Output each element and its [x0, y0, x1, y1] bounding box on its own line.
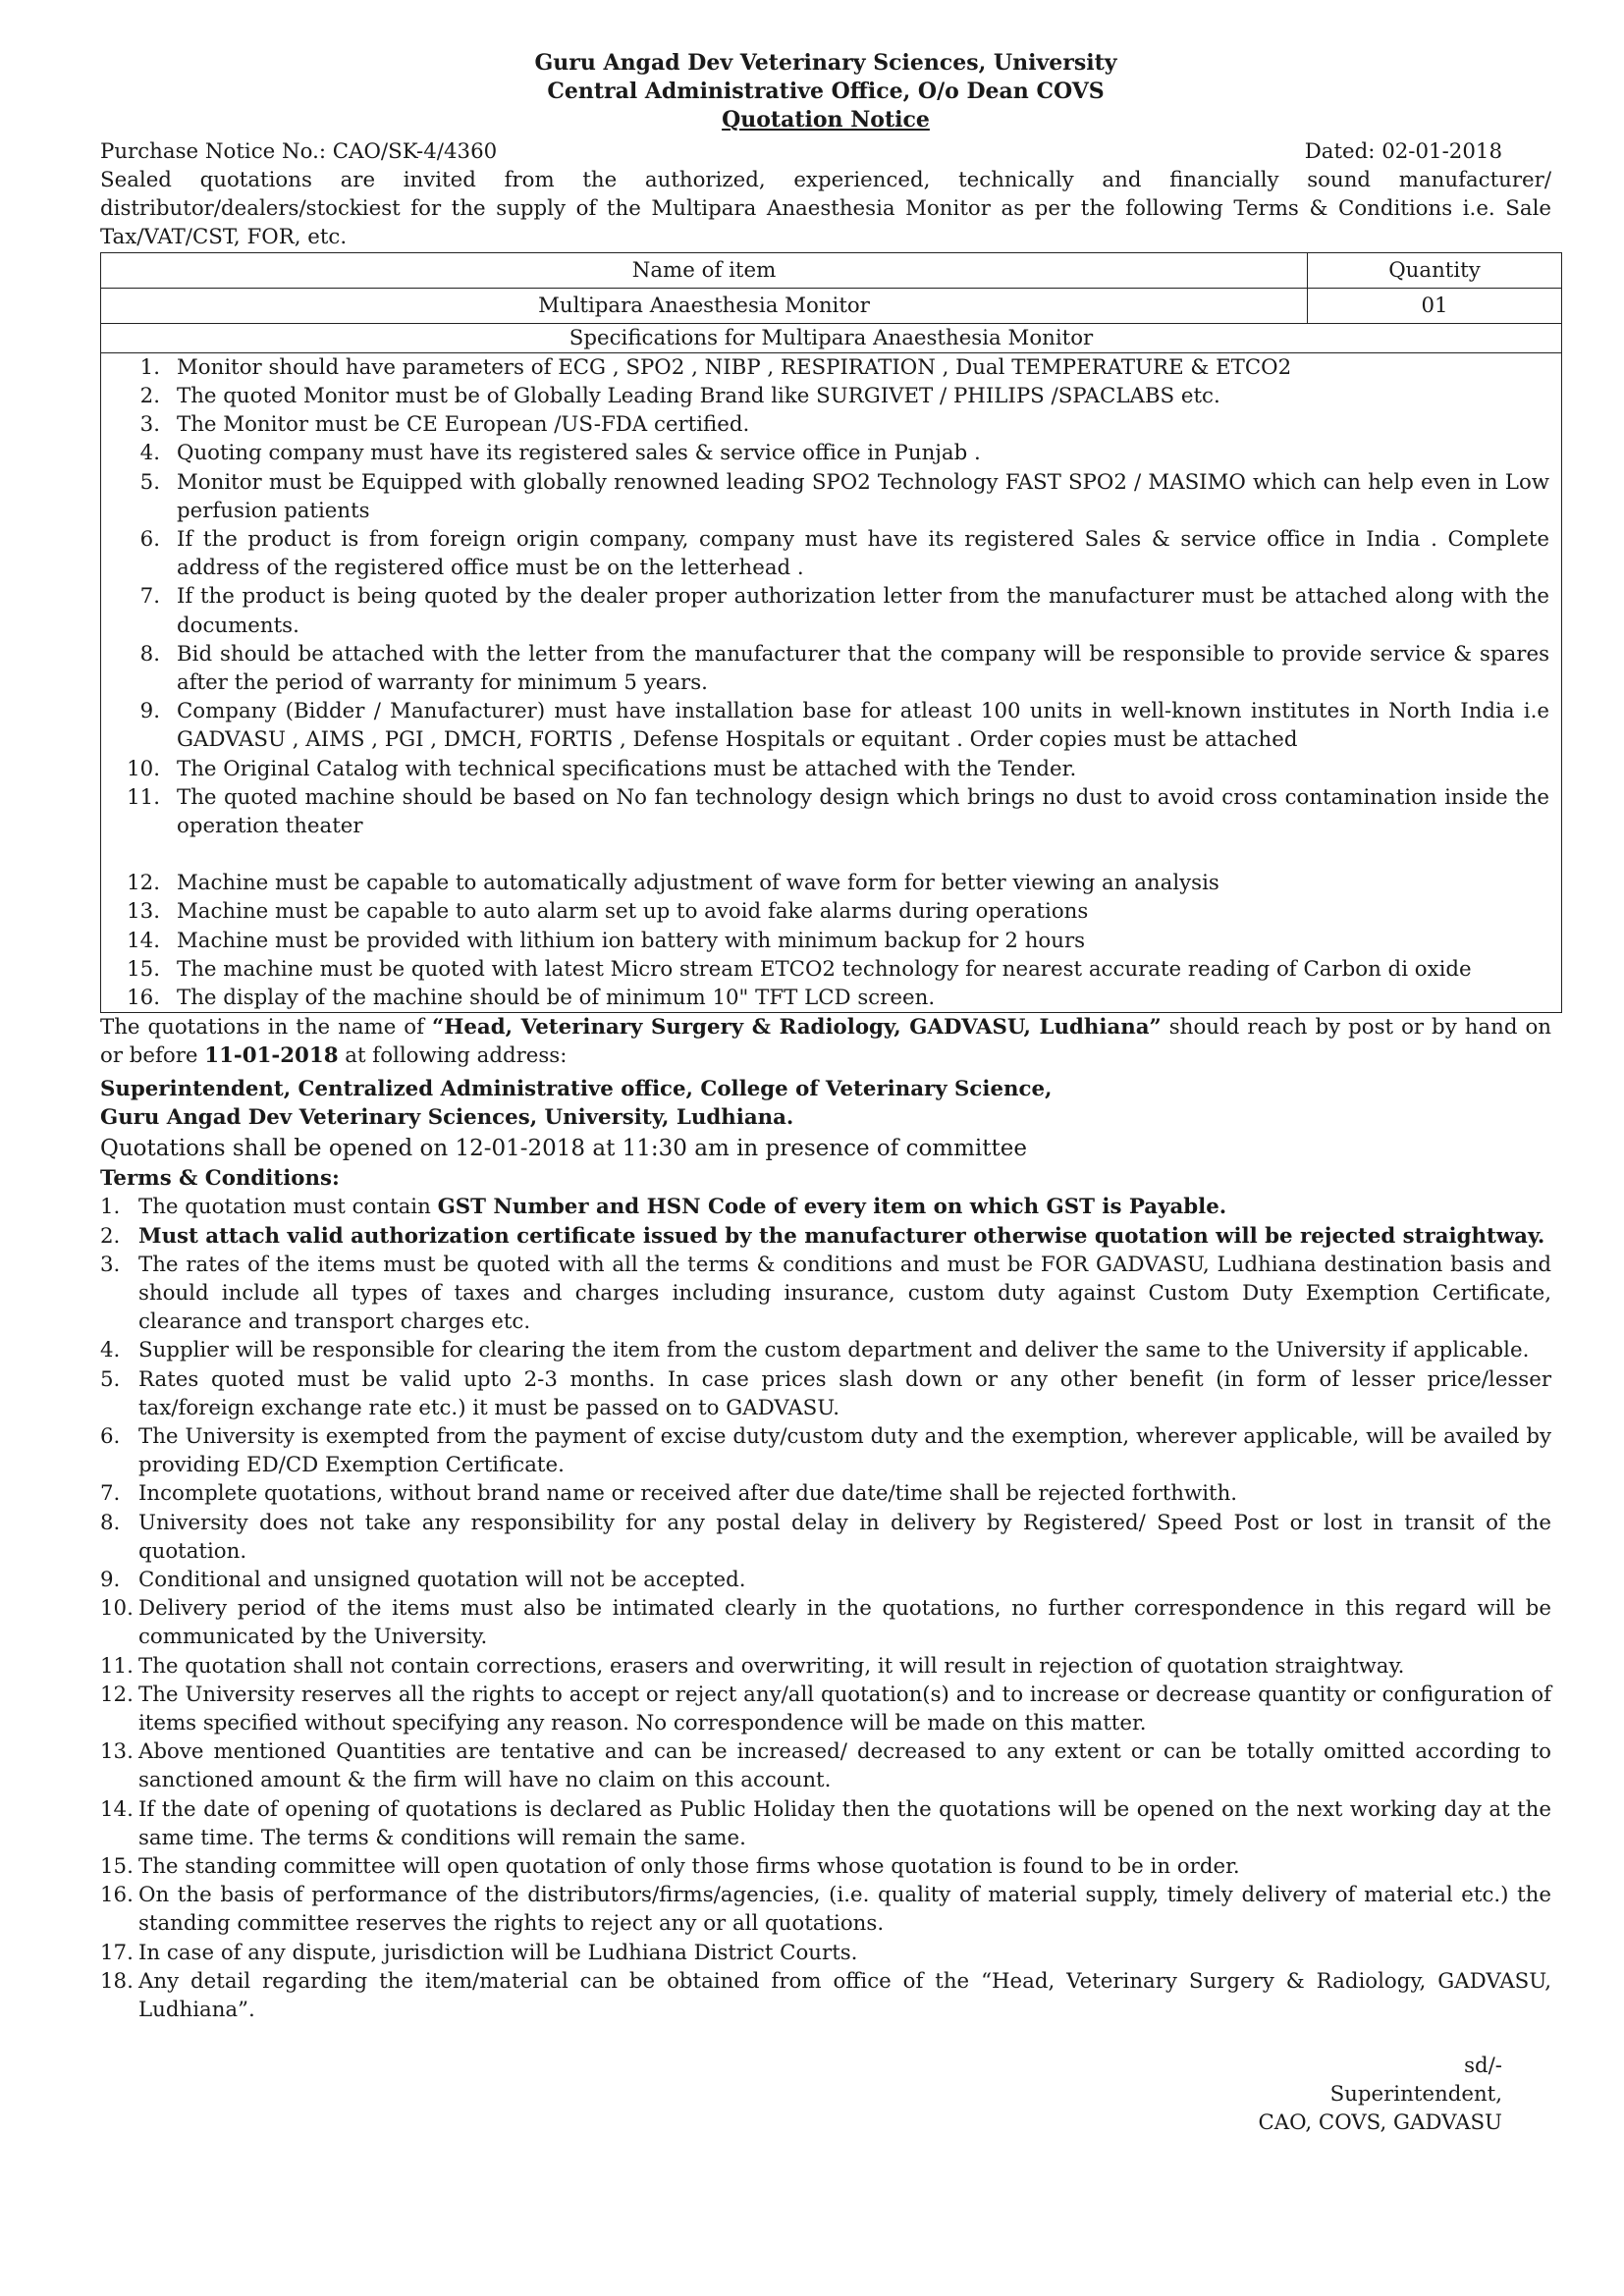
submission-text: The quotations in the name of: [100, 1015, 432, 1041]
document-header: [100, 49, 1551, 134]
term-number: 10.: [100, 1596, 134, 1622]
term-number: 9.: [100, 1567, 121, 1592]
term-text-part: If the date of opening of quotations is declared as Public Holiday then the quotations will be opened on the next working day at the same time. The terms & conditions will remain the same.: [138, 1796, 1551, 1850]
spec-item: [101, 525, 1561, 582]
spec-item: [101, 582, 1561, 639]
term-item: [100, 1222, 1551, 1251]
spec-text: Bid should be attached with the letter from the manufacturer that the company will be responsible to provide service & spares after the period of warranty for minimum 5 years.: [177, 641, 1549, 696]
spec-title-row: [101, 323, 1562, 352]
signatory-office: CAO, COVS, GADVASU: [1258, 2110, 1502, 2135]
term-number: 14.: [100, 1796, 134, 1822]
term-text: [138, 1594, 1551, 1651]
term-item: [100, 1251, 1551, 1337]
term-text-part: On the basis of performance of the distributors/firms/agencies, (i.e. quality of material supply, timely delivery of material etc.) the standing committee reserves the rights to reject any or all quotations.: [138, 1883, 1551, 1937]
term-item: [100, 1509, 1551, 1566]
address-line-1: Superintendent, Centralized Administrative office, College of Veterinary Science,: [100, 1076, 1053, 1101]
spec-item: [101, 640, 1561, 697]
term-text-part: Any detail regarding the item/material can be obtained from office of the “Head, Veterinary Surgery & Radiology, GADVASU, Ludhiana”.: [138, 1968, 1551, 2022]
spec-title: Specifications for Multipara Anaesthesia Monitor: [101, 323, 1562, 352]
term-text: [138, 1509, 1551, 1566]
spec-number: 13.: [127, 899, 160, 925]
term-item: [100, 1795, 1551, 1852]
spec-text: Monitor should have parameters of ECG , SPO2 , NIBP , RESPIRATION , Dual TEMPERATURE & ETCO2: [177, 354, 1292, 380]
term-item: [100, 1193, 1551, 1221]
term-number: 5.: [100, 1366, 121, 1392]
term-number: 7.: [100, 1481, 121, 1507]
term-item: [100, 1566, 1551, 1594]
spec-item: [101, 410, 1561, 439]
term-item: [100, 1479, 1551, 1508]
purchase-notice-number: Purchase Notice No.: CAO/SK-4/4360: [100, 139, 498, 164]
spec-number: 8.: [139, 641, 160, 667]
item-name-cell: Multipara Anaesthesia Monitor: [101, 288, 1308, 323]
term-text: [138, 1652, 1551, 1681]
spec-number: 2.: [139, 384, 160, 409]
spec-text: Machine must be capable to automatically adjustment of wave form for better viewing an analysis: [177, 871, 1219, 896]
submission-text-cont: should reach by post or by hand on or before: [100, 1015, 1551, 1069]
term-text-part: The University is exempted from the payment of excise duty/custom duty and the exemption, wherever applicable, will be availed by providing ED/CD Exemption Certificate.: [138, 1423, 1551, 1478]
term-item: [100, 1737, 1551, 1794]
specifications-box: [100, 353, 1562, 1013]
items-table-header-row: [101, 252, 1562, 288]
spec-text: The quoted Monitor must be of Globally Leading Brand like SURGIVET / PHILIPS /SPACLABS etc.: [177, 384, 1220, 409]
term-text: [138, 1222, 1551, 1251]
term-item: [100, 1365, 1551, 1422]
spec-number: 12.: [127, 871, 160, 896]
submission-deadline: 11-01-2018: [204, 1043, 339, 1069]
spec-text: Company (Bidder / Manufacturer) must have installation base for atleast 100 units in well-known institutes in North India i.e GADVASU , AIMS , PGI , DMCH, FORTIS , Defense Hospitals or equitant . Order copies must be attached: [177, 699, 1549, 753]
spec-number: 4.: [139, 441, 160, 466]
spec-number: 7.: [139, 584, 160, 610]
term-number: 6.: [100, 1423, 121, 1449]
spec-number: 1.: [139, 354, 160, 380]
term-number: 1.: [100, 1195, 121, 1220]
spec-text: The Original Catalog with technical specifications must be attached with the Tender.: [177, 756, 1077, 781]
term-text: [138, 1737, 1551, 1794]
spec-number: 6.: [139, 527, 160, 553]
term-text-part: The standing committee will open quotation of only those firms whose quotation is found to be in order.: [138, 1853, 1240, 1879]
term-number: 17.: [100, 1940, 134, 1965]
term-text-part: In case of any dispute, jurisdiction will be Ludhiana District Courts.: [138, 1940, 858, 1965]
term-number: 8.: [100, 1510, 121, 1535]
term-number: 2.: [100, 1223, 121, 1249]
address-line-2: Guru Angad Dev Veterinary Sciences, University, Ludhiana.: [100, 1104, 794, 1130]
term-text-part: The rates of the items must be quoted with all the terms & conditions and must be FOR GADVASU, Ludhiana destination basis and should include all types of taxes and charges including insurance, custom duty against Custom Duty Exemption Certificate, clearance and transport charges etc.: [138, 1252, 1551, 1335]
signature-mark: sd/-: [1464, 2054, 1502, 2078]
item-name-header: Name of item: [101, 252, 1308, 288]
spec-text: Machine must be provided with lithium ion battery with minimum backup for 2 hours: [177, 928, 1086, 953]
spec-number: 10.: [127, 756, 160, 781]
items-table: [100, 252, 1562, 353]
spec-item: [101, 353, 1561, 382]
opening-info: Quotations shall be opened on 12-01-2018 at 11:30 am in presence of committee: [100, 1136, 1027, 1162]
term-text: [138, 1193, 1551, 1221]
spec-item: [101, 869, 1561, 897]
term-text: [138, 1681, 1551, 1737]
signatory-title: Superintendent,: [1329, 2082, 1502, 2107]
spec-text: The quoted machine should be based on No fan technology design which brings no dust to avoid cross contamination inside the operation theater: [177, 784, 1549, 839]
quantity-cell: 01: [1308, 288, 1562, 323]
term-text-part: Conditional and unsigned quotation will not be accepted.: [138, 1567, 746, 1592]
term-text: [138, 1365, 1551, 1422]
spec-item: [101, 755, 1561, 783]
term-item: [100, 1336, 1551, 1364]
spec-spacer: [101, 840, 1561, 869]
quantity-header: Quantity: [1308, 252, 1562, 288]
term-text-bold: GST Number and HSN Code of every item on which GST is Payable.: [437, 1195, 1227, 1220]
notice-date: Dated: 02-01-2018: [1304, 139, 1502, 164]
term-number: 18.: [100, 1968, 134, 1994]
term-item: [100, 1422, 1551, 1479]
spec-item: [101, 468, 1561, 525]
document-title: Quotation Notice: [722, 107, 930, 133]
term-text-part: The quotation must contain: [138, 1195, 438, 1220]
term-text-part: The quotation shall not contain corrections, erasers and overwriting, it will result in rejection of quotation straightway.: [138, 1653, 1405, 1679]
term-text: [138, 1251, 1551, 1337]
spec-text: The display of the machine should be of minimum 10" TFT LCD screen.: [177, 986, 936, 1011]
term-text: [138, 1479, 1551, 1508]
term-item: [100, 1681, 1551, 1737]
intro-paragraph: Sealed quotations are invited from the authorized, experienced, technically and financially sound manufacturer/ distributor/dealers/stockiest for the supply of the Multipara Anaesthesia Monitor as per the following Terms & Conditions i.e. Sale Tax/VAT/CST, FOR, etc.: [100, 168, 1551, 250]
spec-text: Quoting company must have its registered sales & service office in Punjab .: [177, 441, 981, 466]
term-item: [100, 1967, 1551, 2024]
spec-number: 11.: [127, 784, 160, 810]
spec-item: [101, 697, 1561, 754]
spec-item: [101, 927, 1561, 955]
document-page: [100, 49, 1551, 2268]
term-number: 3.: [100, 1252, 121, 1277]
term-item: [100, 1852, 1551, 1881]
spec-number: 15.: [127, 956, 160, 982]
spec-item: [101, 783, 1561, 840]
term-text-part: Supplier will be responsible for clearing the item from the custom department and deliver the same to the University if applicable.: [138, 1338, 1530, 1363]
term-text-bold: Must attach valid authorization certificate issued by the manufacturer otherwise quotation will be rejected straightway.: [138, 1223, 1545, 1249]
spec-item: [101, 382, 1561, 410]
spec-item: [101, 439, 1561, 467]
submission-addressee: “Head, Veterinary Surgery & Radiology, GADVASU, Ludhiana”: [432, 1015, 1162, 1041]
term-text: [138, 1939, 1551, 1967]
spec-text: Monitor must be Equipped with globally renowned leading SPO2 Technology FAST SPO2 / MASIMO which can help even in Low perfusion patients: [177, 469, 1549, 523]
university-name: Guru Angad Dev Veterinary Sciences, University: [534, 50, 1117, 76]
spec-item: [101, 955, 1561, 984]
terms-title: Terms & Conditions:: [100, 1166, 340, 1192]
term-text-part: The University reserves all the rights to accept or reject any/all quotation(s) and to increase or decrease quantity or configuration of items specified without specifying any reason. No correspondence will be made on this matter.: [138, 1682, 1551, 1735]
submission-paragraph: [100, 1013, 1551, 1070]
term-number: 16.: [100, 1883, 134, 1908]
items-table-row: [101, 288, 1562, 323]
term-number: 4.: [100, 1338, 121, 1363]
spec-text: Machine must be capable to auto alarm set up to avoid fake alarms during operations: [177, 899, 1089, 925]
term-text: [138, 1795, 1551, 1852]
spec-item: [101, 984, 1561, 1012]
term-text: [138, 1566, 1551, 1594]
spec-text: The Monitor must be CE European /US-FDA certified.: [177, 412, 750, 438]
terms-section: [100, 1193, 1551, 2024]
term-text: [138, 1422, 1551, 1479]
term-text: [138, 1967, 1551, 2024]
spec-text: The machine must be quoted with latest Micro stream ETCO2 technology for nearest accurate reading of Carbon di oxide: [177, 956, 1472, 982]
term-text: [138, 1881, 1551, 1938]
term-text-part: Above mentioned Quantities are tentative and can be increased/ decreased to any extent or can be totally omitted according to sanctioned amount & the firm will have no claim on this account.: [138, 1739, 1551, 1793]
signature-block: [1258, 2052, 1502, 2137]
terms-list: [100, 1193, 1551, 2024]
specifications-list: [101, 353, 1561, 1012]
term-item: [100, 1594, 1551, 1651]
spec-number: 5.: [139, 469, 160, 495]
spec-item: [101, 897, 1561, 926]
spec-text: If the product is from foreign origin company, company must have its registered Sales & service office in India . Complete address of the registered office must be on the letterhead .: [177, 527, 1549, 581]
spec-number: 3.: [139, 412, 160, 438]
term-text-part: Incomplete quotations, without brand name or received after due date/time shall be rejected forthwith.: [138, 1481, 1238, 1507]
term-number: 13.: [100, 1739, 134, 1765]
term-text-part: Delivery period of the items must also be intimated clearly in the quotations, no further correspondence in this regard will be communicated by the University.: [138, 1596, 1551, 1650]
term-item: [100, 1652, 1551, 1681]
spec-number: 14.: [127, 928, 160, 953]
spec-text: If the product is being quoted by the dealer proper authorization letter from the manufacturer must be attached along with the documents.: [177, 584, 1549, 638]
term-number: 12.: [100, 1682, 134, 1707]
submission-text-end: at following address:: [338, 1043, 568, 1069]
notice-line: [100, 137, 1551, 166]
spec-number: 9.: [139, 699, 160, 724]
term-text-part: University does not take any responsibility for any postal delay in delivery by Registered/ Speed Post or lost in transit of the quotation.: [138, 1510, 1551, 1564]
office-name: Central Administrative Office, O/o Dean COVS: [547, 79, 1105, 104]
spec-number: 16.: [127, 986, 160, 1011]
term-item: [100, 1881, 1551, 1938]
term-text: [138, 1852, 1551, 1881]
term-number: 15.: [100, 1853, 134, 1879]
term-number: 11.: [100, 1653, 134, 1679]
term-item: [100, 1939, 1551, 1967]
term-text: [138, 1336, 1551, 1364]
term-text-part: Rates quoted must be valid upto 2-3 months. In case prices slash down or any other benefit (in form of lesser price/lesser tax/foreign exchange rate etc.) it must be passed on to GADVASU.: [138, 1366, 1551, 1420]
